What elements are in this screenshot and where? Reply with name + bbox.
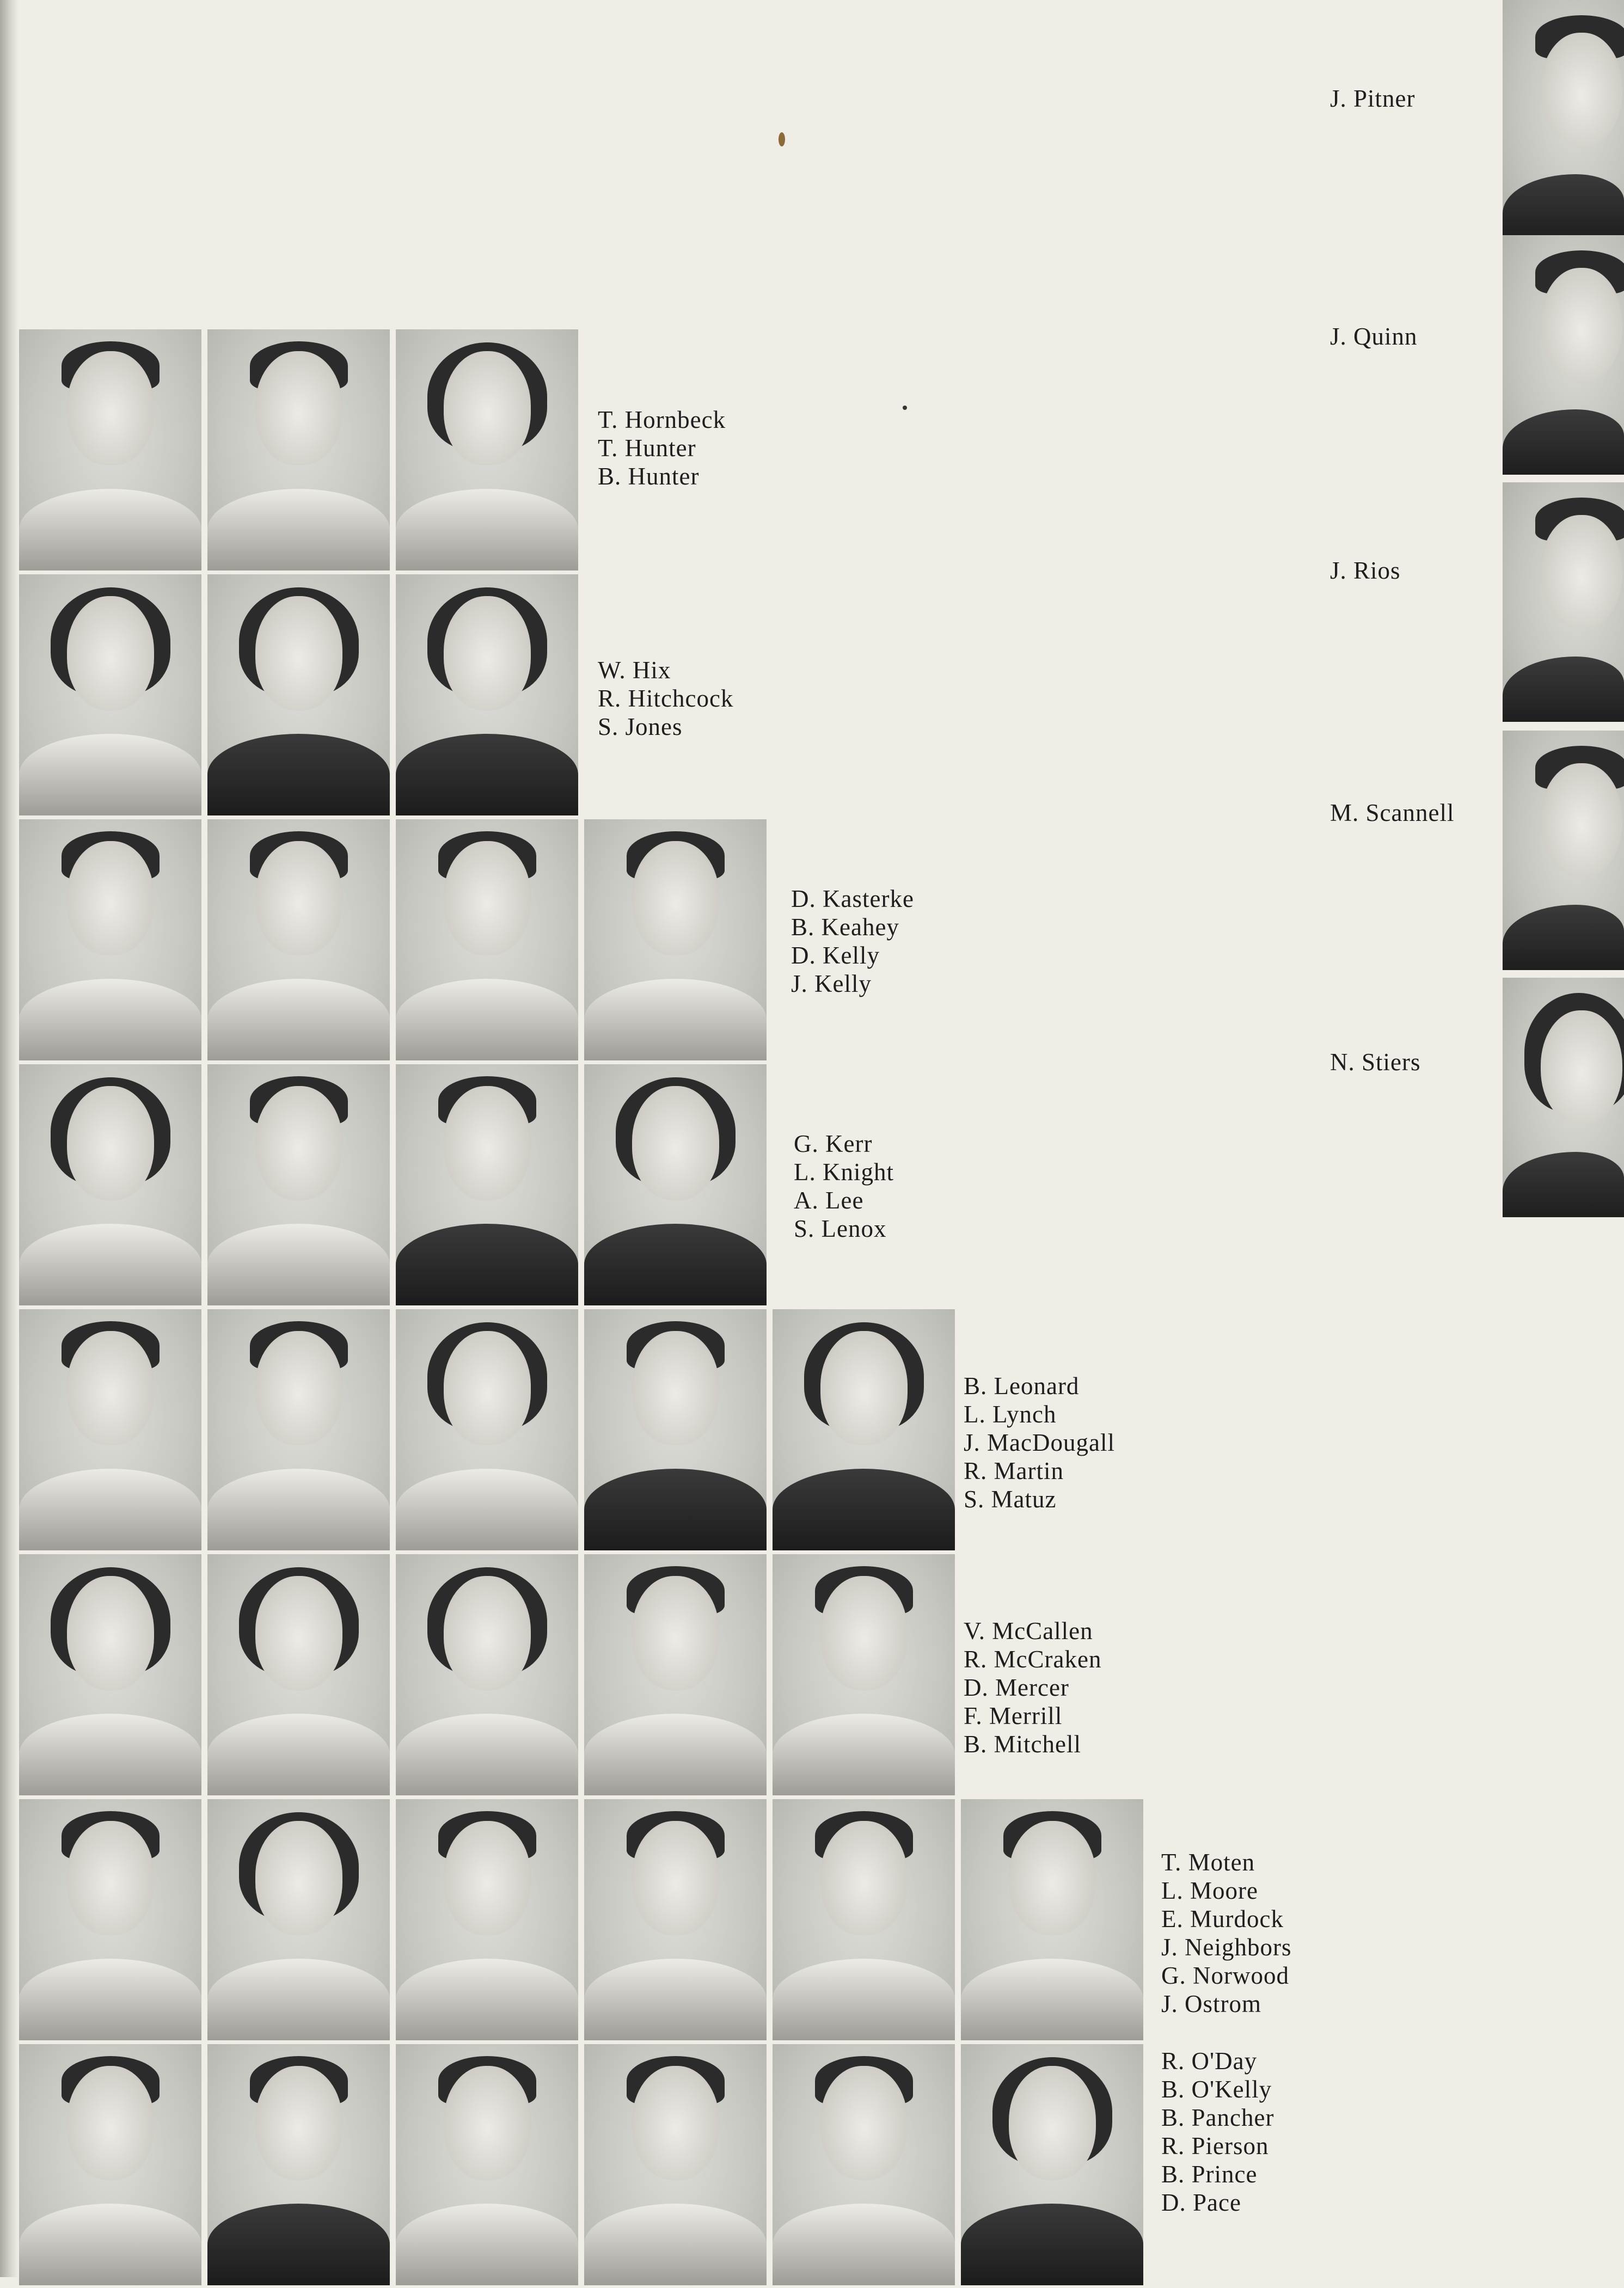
shoulders-shape <box>584 1959 767 2040</box>
student-portrait-photo <box>19 1799 201 2040</box>
student-name: L. Knight <box>794 1158 894 1186</box>
face-shape <box>67 1086 154 1200</box>
student-name: S. Jones <box>598 713 683 740</box>
student-name: G. Norwood <box>1161 1962 1289 1989</box>
face-shape <box>820 2066 908 2180</box>
student-name: R. Hitchcock <box>598 685 734 712</box>
student-name-list <box>964 1372 1115 1513</box>
paper-speck <box>903 406 907 410</box>
student-name-list <box>1161 1848 1291 2018</box>
student-name: D. Kasterke <box>791 885 914 912</box>
face-shape <box>255 1086 342 1200</box>
student-portrait-photo <box>19 329 201 571</box>
shoulders-shape <box>396 1714 578 1795</box>
shoulders-shape <box>584 1714 767 1795</box>
student-portrait-photo <box>207 1064 390 1305</box>
student-portrait-photo <box>1503 731 1624 970</box>
student-portrait-photo <box>773 1799 955 2040</box>
student-portrait-photo <box>584 1064 767 1305</box>
shoulders-shape <box>207 1959 390 2040</box>
face-shape <box>444 841 531 955</box>
student-name: R. Martin <box>964 1457 1064 1485</box>
student-name: T. Hunter <box>598 434 696 462</box>
face-shape <box>1541 268 1622 382</box>
shoulders-shape <box>1503 905 1624 970</box>
student-name-list <box>794 1130 894 1243</box>
shoulders-shape <box>396 1959 578 2040</box>
student-portrait-photo <box>396 329 578 571</box>
shoulders-shape <box>207 2204 390 2285</box>
student-portrait-photo <box>19 819 201 1060</box>
student-name: M. Scannell <box>1330 799 1455 826</box>
shoulders-shape <box>19 734 201 815</box>
shoulders-shape <box>19 1224 201 1305</box>
student-portrait-photo <box>396 819 578 1060</box>
face-shape <box>632 2066 719 2180</box>
shoulders-shape <box>207 489 390 571</box>
student-name: R. McCraken <box>964 1646 1102 1673</box>
student-name: J. Quinn <box>1330 323 1418 350</box>
face-shape <box>1009 2066 1096 2180</box>
student-portrait-photo <box>584 2044 767 2285</box>
shoulders-shape <box>584 2204 767 2285</box>
student-portrait-photo <box>584 1554 767 1795</box>
student-portrait-photo <box>584 819 767 1060</box>
student-name: J. Pitner <box>1330 85 1415 112</box>
student-portrait-photo <box>207 1799 390 2040</box>
shoulders-shape <box>1503 174 1624 240</box>
face-shape <box>255 351 342 465</box>
face-shape <box>1541 763 1622 878</box>
student-name: D. Mercer <box>964 1674 1069 1701</box>
student-portrait-photo <box>773 2044 955 2285</box>
student-name-list <box>791 885 914 998</box>
student-name: J. Ostrom <box>1161 1990 1262 2017</box>
student-portrait-photo <box>19 1309 201 1550</box>
student-name: J. MacDougall <box>964 1429 1115 1456</box>
student-name-list <box>964 1617 1101 1758</box>
face-shape <box>444 1086 531 1200</box>
shoulders-shape <box>19 489 201 571</box>
student-portrait-photo <box>19 1064 201 1305</box>
face-shape <box>444 351 531 465</box>
shoulders-shape <box>1503 409 1624 475</box>
shoulders-shape <box>207 1469 390 1550</box>
student-portrait-photo <box>1503 0 1624 240</box>
face-shape <box>255 841 342 955</box>
page-binding-edge <box>0 0 19 2277</box>
face-shape <box>67 1576 154 1690</box>
student-name: B. Mitchell <box>964 1731 1081 1758</box>
shoulders-shape <box>396 734 578 815</box>
student-name: N. Stiers <box>1330 1048 1421 1076</box>
face-shape <box>1541 515 1622 629</box>
face-shape <box>444 1576 531 1690</box>
student-name: R. Pierson <box>1161 2132 1269 2160</box>
shoulders-shape <box>773 1714 955 1795</box>
face-shape <box>67 596 154 710</box>
shoulders-shape <box>773 1959 955 2040</box>
student-name: V. McCallen <box>964 1617 1093 1645</box>
student-name: B. O'Kelly <box>1161 2076 1272 2103</box>
student-portrait-photo <box>207 819 390 1060</box>
face-shape <box>632 1331 719 1445</box>
student-portrait-photo <box>396 574 578 815</box>
student-name: S. Lenox <box>794 1215 887 1242</box>
face-shape <box>67 2066 154 2180</box>
student-name: A. Lee <box>794 1187 864 1214</box>
student-name: J. Neighbors <box>1161 1934 1292 1961</box>
student-name: D. Kelly <box>791 942 880 969</box>
face-shape <box>1541 1010 1622 1125</box>
shoulders-shape <box>773 1469 955 1550</box>
student-portrait-photo <box>584 1309 767 1550</box>
student-portrait-photo <box>207 2044 390 2285</box>
student-name-list <box>598 406 726 490</box>
face-shape <box>444 596 531 710</box>
shoulders-shape <box>773 2204 955 2285</box>
shoulders-shape <box>961 1959 1143 2040</box>
student-name: F. Merrill <box>964 1702 1063 1729</box>
student-name: T. Hornbeck <box>598 406 726 433</box>
student-portrait-photo <box>961 1799 1143 2040</box>
student-portrait-photo <box>396 1309 578 1550</box>
face-shape <box>255 596 342 710</box>
student-portrait-photo <box>773 1309 955 1550</box>
face-shape <box>67 1331 154 1445</box>
student-name: B. Hunter <box>598 463 700 490</box>
student-portrait-photo <box>207 1309 390 1550</box>
student-name: T. Moten <box>1161 1849 1255 1876</box>
face-shape <box>632 1821 719 1935</box>
student-name: B. Prince <box>1161 2161 1258 2188</box>
student-portrait-photo <box>1503 482 1624 722</box>
shoulders-shape <box>396 1469 578 1550</box>
face-shape <box>444 2066 531 2180</box>
shoulders-shape <box>207 979 390 1060</box>
student-portrait-photo <box>1503 978 1624 1217</box>
student-name: J. Kelly <box>791 970 872 997</box>
shoulders-shape <box>396 1224 578 1305</box>
student-name: G. Kerr <box>794 1130 873 1157</box>
shoulders-shape <box>1503 1152 1624 1217</box>
student-portrait-photo <box>1503 235 1624 475</box>
face-shape <box>67 351 154 465</box>
face-shape <box>255 1576 342 1690</box>
student-name: B. Leonard <box>964 1372 1080 1400</box>
shoulders-shape <box>19 1714 201 1795</box>
student-name: W. Hix <box>598 657 671 684</box>
shoulders-shape <box>207 734 390 815</box>
student-name: R. O'Day <box>1161 2047 1258 2075</box>
shoulders-shape <box>396 979 578 1060</box>
face-shape <box>632 1086 719 1200</box>
face-shape <box>67 1821 154 1935</box>
student-portrait-photo <box>961 2044 1143 2285</box>
student-portrait-photo <box>19 1554 201 1795</box>
student-portrait-photo <box>207 329 390 571</box>
shoulders-shape <box>961 2204 1143 2285</box>
face-shape <box>820 1821 908 1935</box>
shoulders-shape <box>396 2204 578 2285</box>
face-shape <box>255 1331 342 1445</box>
paper-speck <box>779 132 785 146</box>
student-name: B. Pancher <box>1161 2104 1274 2131</box>
shoulders-shape <box>396 489 578 571</box>
shoulders-shape <box>19 1959 201 2040</box>
student-name: L. Lynch <box>964 1401 1057 1428</box>
shoulders-shape <box>19 979 201 1060</box>
student-name: L. Moore <box>1161 1877 1258 1904</box>
face-shape <box>444 1821 531 1935</box>
student-portrait-photo <box>207 1554 390 1795</box>
face-shape <box>444 1331 531 1445</box>
face-shape <box>632 1576 719 1690</box>
shoulders-shape <box>19 2204 201 2285</box>
student-portrait-photo <box>19 2044 201 2285</box>
student-portrait-photo <box>396 1554 578 1795</box>
face-shape <box>632 841 719 955</box>
shoulders-shape <box>584 1224 767 1305</box>
face-shape <box>1541 33 1622 147</box>
student-portrait-photo <box>396 1064 578 1305</box>
student-portrait-photo <box>396 1799 578 2040</box>
face-shape <box>820 1576 908 1690</box>
face-shape <box>67 841 154 955</box>
student-name: E. Murdock <box>1161 1905 1284 1933</box>
student-name-list <box>598 656 733 741</box>
face-shape <box>255 2066 342 2180</box>
student-portrait-photo <box>207 574 390 815</box>
shoulders-shape <box>207 1224 390 1305</box>
face-shape <box>255 1821 342 1935</box>
shoulders-shape <box>584 1469 767 1550</box>
face-shape <box>1009 1821 1096 1935</box>
student-name: J. Rios <box>1330 557 1401 584</box>
shoulders-shape <box>584 979 767 1060</box>
student-name-list <box>1161 2047 1274 2217</box>
student-name: B. Keahey <box>791 913 899 941</box>
face-shape <box>820 1331 908 1445</box>
student-name: D. Pace <box>1161 2189 1241 2216</box>
shoulders-shape <box>19 1469 201 1550</box>
student-portrait-photo <box>773 1554 955 1795</box>
student-portrait-photo <box>19 574 201 815</box>
shoulders-shape <box>207 1714 390 1795</box>
student-name: S. Matuz <box>964 1486 1057 1513</box>
student-portrait-photo <box>584 1799 767 2040</box>
student-portrait-photo <box>396 2044 578 2285</box>
shoulders-shape <box>1503 657 1624 722</box>
